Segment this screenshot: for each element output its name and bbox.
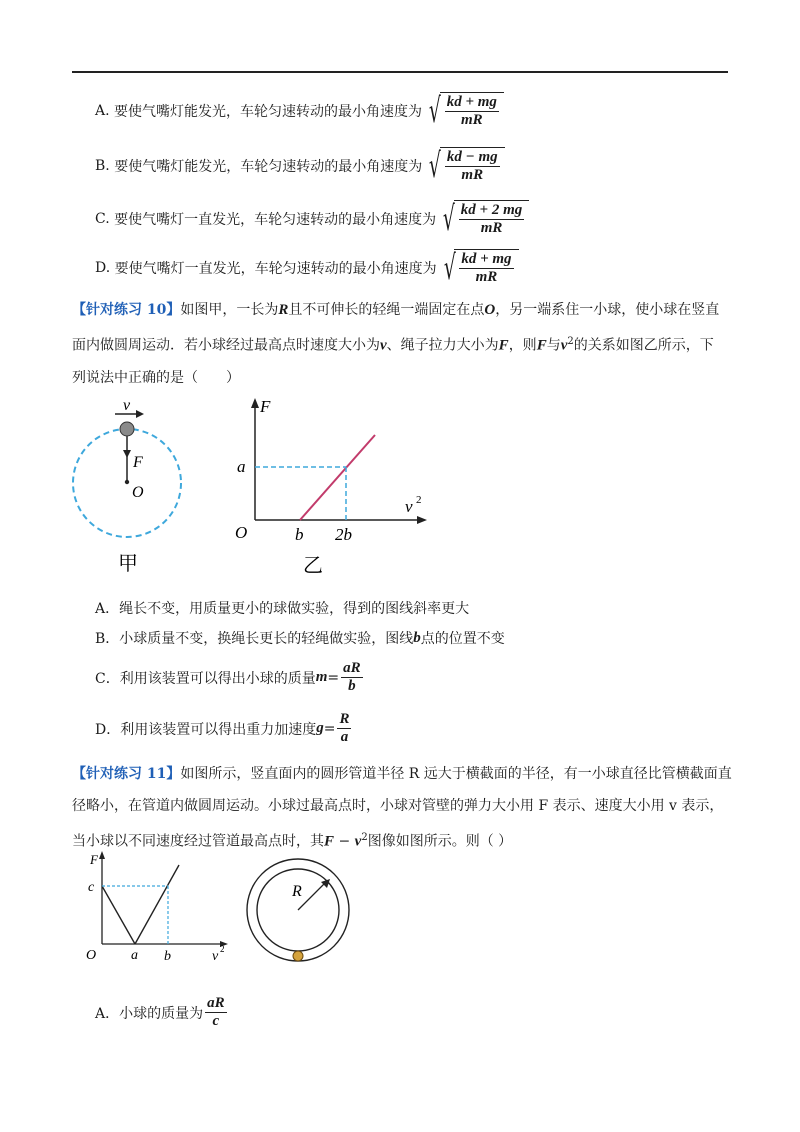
svg-text:O: O: [132, 484, 144, 501]
fraction: $\frac{aR}{c}$: [207, 995, 225, 1029]
sqrt-expression: √ $\frac{kd + 2 mg}{mR}$: [438, 200, 529, 238]
figure-yi: [225, 390, 445, 580]
svg-text:F: F: [133, 454, 143, 471]
svg-text:c: c: [88, 880, 95, 895]
center-point-o: [125, 480, 129, 484]
header-rule: [72, 71, 728, 73]
fraction: $\frac{R}{a}$: [339, 711, 350, 745]
svg-text:a: a: [131, 948, 138, 963]
figure-jia: [60, 395, 200, 580]
q10-tag: 【针对练习 10】: [72, 302, 181, 318]
radius-line: [298, 883, 325, 910]
option-a-top: A. 要使气嘴灯能发光，车轮匀速转动的最小角速度为 √ $\frac{kd + mg}{mR}$: [95, 92, 504, 130]
q10-option-b: B．小球质量不变，换绳长更长的轻绳做实验，图线 b 点的位置不变: [95, 629, 505, 647]
force-arrowhead: [123, 450, 131, 458]
svg-text:O: O: [235, 523, 248, 542]
graph-line-left: [102, 886, 135, 944]
svg-text:O: O: [86, 948, 97, 963]
q11-tag: 【针对练习 11】: [72, 766, 181, 782]
sqrt-expression: √ $\frac{kd + mg}{mR}$: [439, 249, 519, 287]
sqrt-expression: √ $\frac{kd + mg}{mR}$: [424, 92, 504, 130]
svg-text:v: v: [212, 949, 219, 964]
option-c-top: C. 要使气嘴灯一直发光，车轮匀速转动的最小角速度为 √ $\frac{kd + 2 mg}{mR}$: [95, 200, 529, 238]
svg-text:b: b: [164, 949, 171, 964]
graph-line-right: [135, 865, 179, 944]
svg-text:F: F: [90, 852, 98, 867]
svg-text:2: 2: [220, 944, 225, 954]
q10-stem: 【针对练习 10】如图甲，一长为R且不可伸长的轻绳一端固定在点O，另一端系住一小球，使小球在竖直 面内做圆周运动．若小球经过最高点时速度大小为v、绳子拉力大小为F，则F与$v^2$的关系如图乙所示，下 列说法中正确的是（ ）: [72, 302, 720, 386]
velocity-arrowhead: [136, 410, 144, 418]
sqrt-expression: √ $\frac{kd - mg}{mR}$: [424, 147, 504, 185]
q11-ring-diagram: [244, 852, 356, 970]
q10-option-d: D．利用该装置可以得出重力加速度 g = $\frac{R}{a}$: [95, 711, 350, 745]
q11-stem: 【针对练习 11】如图所示，竖直面内的圆形管道半径 R 远大于横截面的半径，有一小球直径比管横截面直 径略小，在管道内做圆周运动。小球过最高点时，小球对管壁的弹力大小用 F 表示、速度大小用 v 表示， 当小球以不同速度经过管道最高点时，其$F - v^2$图像如图所示。则（ ）: [72, 766, 732, 850]
q10-option-c: C．利用该装置可以得出小球的质量 m = $\frac{aR}{b}$: [95, 660, 361, 694]
svg-text:2b: 2b: [335, 525, 352, 544]
option-d-top: D. 要使气嘴灯一直发光，车轮匀速转动的最小角速度为 √ $\frac{kd + mg}{mR}$: [95, 249, 519, 287]
svg-text:R: R: [292, 883, 302, 900]
ball: [120, 422, 134, 436]
q11-f-v2-graph: [80, 848, 240, 968]
fraction: $\frac{aR}{b}$: [343, 660, 361, 694]
ball: [293, 951, 303, 961]
svg-text:v: v: [123, 397, 131, 414]
svg-text:甲: 甲: [118, 553, 138, 575]
svg-text:2: 2: [416, 494, 422, 506]
option-b-top: B. 要使气嘴灯能发光，车轮匀速转动的最小角速度为 √ $\frac{kd - mg}{mR}$: [95, 147, 505, 185]
q11-option-a: A．小球的质量为 $\frac{aR}{c}$: [95, 995, 225, 1029]
f-v2-line: [300, 435, 375, 520]
svg-text:F: F: [260, 397, 271, 416]
svg-text:a: a: [237, 457, 246, 476]
svg-text:b: b: [295, 525, 304, 544]
svg-text:乙: 乙: [303, 555, 323, 577]
q10-option-a: A．绳长不变，用质量更小的球做实验，得到的图线斜率更大: [95, 601, 470, 617]
svg-text:v: v: [405, 497, 413, 516]
